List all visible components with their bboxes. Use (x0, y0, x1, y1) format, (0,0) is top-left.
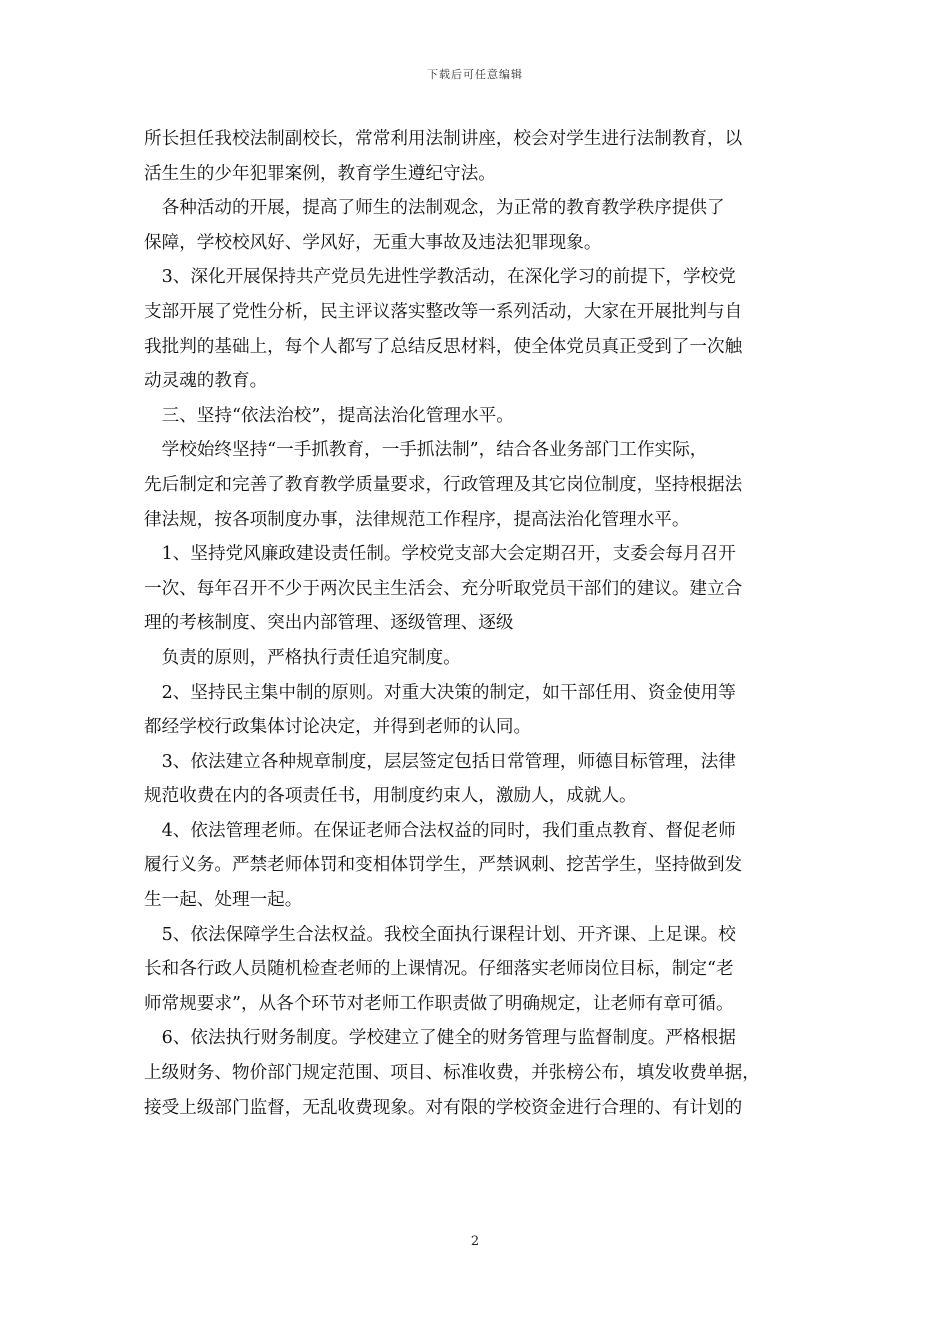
text-line: 规范收费在内的各项责任书，用制度约束人，激励人，成就人。 (144, 786, 637, 807)
text-line: 理的考核制度、突出内部管理、逐级管理、逐级 (144, 613, 514, 634)
text-line: 都经学校行政集体讨论决定，并得到老师的认同。 (144, 717, 532, 738)
text-line: 师常规要求”，从各个环节对老师工作职责做了明确规定，让老师有章可循。 (144, 993, 734, 1014)
text-line: 2、坚持民主集中制的原则。对重大决策的制定，如干部任用、资金使用等 (144, 682, 736, 703)
text-line: 一次、每年召开不少于两次民主生活会、充分听取党员干部们的建议。建立合 (144, 578, 743, 599)
text-line: 生一起、处理一起。 (144, 890, 303, 911)
text-line: 上级财务、物价部门规定范围、项目、标准收费，并张榜公布，填发收费单据， (144, 1063, 760, 1084)
text-line: 支部开展了党性分析，民主评议落实整改等一系列活动，大家在开展批判与自 (144, 301, 743, 322)
text-line: 3、深化开展保持共产党员先进性学教活动，在深化学习的前提下，学校党 (144, 267, 736, 288)
document-body (144, 122, 808, 1125)
text-line: 履行义务。严禁老师体罚和变相体罚学生，严禁讽刺、挖苦学生，坚持做到发 (144, 855, 743, 876)
text-line: 三、坚持“依法治校”，提高法治化管理水平。 (144, 405, 514, 426)
text-line: 6、依法执行财务制度。学校建立了健全的财务管理与监督制度。严格根据 (144, 1028, 736, 1049)
text-line: 先后制定和完善了教育教学质量要求，行政管理及其它岗位制度，坚持根据法 (144, 474, 743, 495)
text-line: 律法规，按各项制度办事，法律规范工作程序，提高法治化管理水平。 (144, 509, 690, 530)
text-line: 5、依法保障学生合法权益。我校全面执行课程计划、开齐课、上足课。校 (144, 924, 736, 945)
text-line: 所长担任我校法制副校长，常常利用法制讲座，校会对学生进行法制教育，以 (144, 129, 743, 149)
text-line: 动灵魂的教育。 (144, 371, 268, 392)
page-number: 2 (470, 1234, 480, 1249)
text-line: 1、坚持党风廉政建设责任制。学校党支部大会定期召开，支委会每月召开 (144, 544, 736, 565)
page-header-note: 下载后可任意编辑 (427, 68, 523, 81)
text-line: 4、依法管理老师。在保证老师合法权益的同时，我们重点教育、督促老师 (144, 820, 736, 841)
text-line: 负责的原则，严格执行责任追究制度。 (144, 647, 461, 668)
text-line: 学校始终坚持“一手抓教育，一手抓法制”，结合各业务部门工作实际， (144, 440, 708, 461)
text-line: 保障，学校校风好、学风好，无重大事故及违法犯罪现象。 (144, 232, 602, 253)
text-line: 接受上级部门监督，无乱收费现象。对有限的学校资金进行合理的、有计划的 (144, 1097, 743, 1118)
text-line: 3、依法建立各种规章制度，层层签定包括日常管理，师德目标管理，法律 (144, 751, 736, 772)
text-line: 活生生的少年犯罪案例，教育学生遵纪守法。 (144, 163, 496, 184)
text-line: 各种活动的开展，提高了师生的法制观念，为正常的教育教学秩序提供了 (144, 198, 725, 219)
text-line: 我批判的基础上，每个人都写了总结反思材料，使全体党员真正受到了一次触 (144, 336, 743, 357)
text-line: 长和各行政人员随机检查老师的上课情况。仔细落实老师岗位目标，制定“老 (144, 959, 734, 980)
